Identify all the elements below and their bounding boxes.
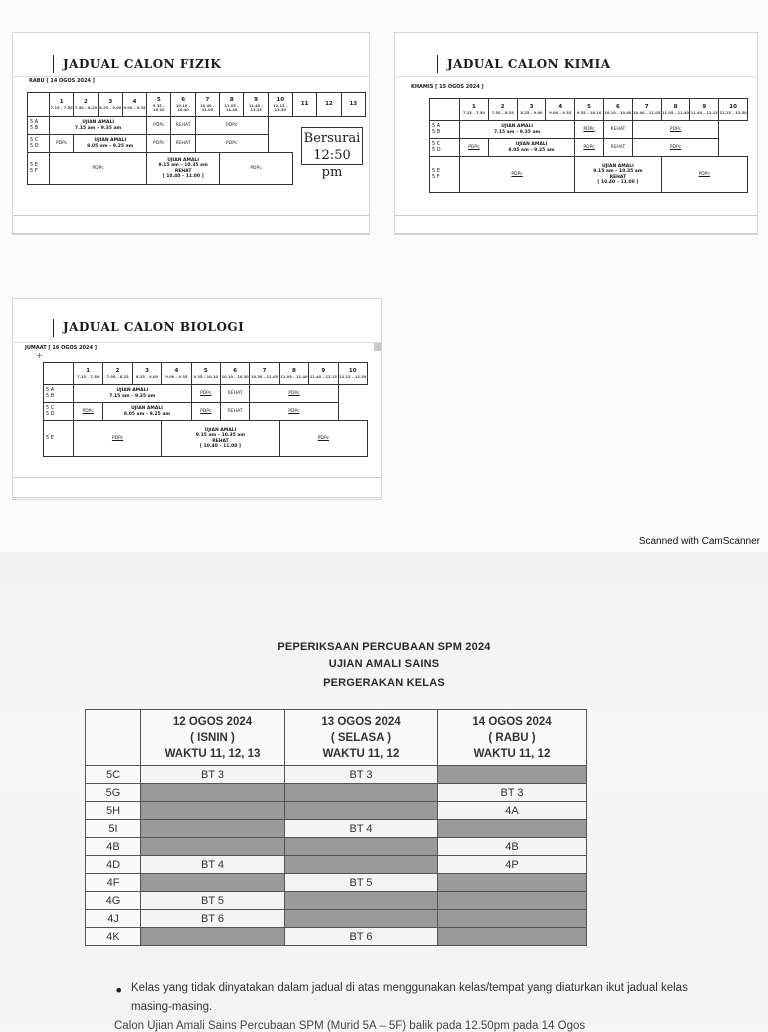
pdpc-slot: PDPc — [147, 135, 171, 153]
period-header: 3 8.25 – 9.00 — [98, 93, 122, 117]
exam-slot: UJIAN AMALI 8.05 am – 9.25 am — [103, 403, 191, 421]
room-cell — [141, 874, 285, 892]
class-movement-table — [85, 709, 587, 946]
divider — [13, 477, 381, 478]
scroll-marker — [374, 343, 381, 351]
exam-slot: UJIAN AMALI 9.15 am – 10.35 am REHAT [ 10.40 – 11.00 ] — [575, 157, 661, 193]
room-cell — [438, 910, 587, 928]
pdpc-slot: PDPc — [195, 135, 268, 153]
room-cell — [141, 820, 285, 838]
note-text-cut: Calon Ujian Amali Sains Percubaan SPM (Murid 5A – 5F) balik pada 12.50pm pada 14 Ogos — [114, 1020, 586, 1032]
room-cell — [438, 820, 587, 838]
divider — [395, 233, 757, 234]
class-cell: 4F — [86, 874, 141, 892]
pdpc-slot: PDPc — [661, 157, 747, 193]
title-marker — [437, 55, 438, 73]
room-cell — [438, 874, 587, 892]
exam-slot: UJIAN AMALI 7.15 am – 9.35 am — [460, 121, 575, 139]
class-cell: 4J — [86, 910, 141, 928]
table-row — [86, 802, 587, 820]
period-header: 7 10.40 – 11.05 — [632, 99, 661, 121]
room-cell — [141, 784, 285, 802]
room-cell: 4B — [438, 838, 587, 856]
period-header: 10 12.15 – 12.50 — [268, 93, 292, 117]
pdpc-slot: PDPc — [50, 153, 147, 185]
room-cell: 4P — [438, 856, 587, 874]
pdpc-slot: PDPc — [50, 135, 74, 153]
table-row — [86, 928, 587, 946]
class-cell: 5G — [86, 784, 141, 802]
bullet-icon: • — [114, 981, 124, 1000]
period-header: 8 11.05 – 11.40 — [279, 363, 308, 385]
period-header: 9 11.40 – 12.15 — [309, 363, 338, 385]
room-cell — [141, 838, 285, 856]
kimia-title: JADUAL CALON KIMIA — [447, 57, 611, 71]
exam-slot: UJIAN AMALI 9.15 am – 10.35 am REHAT [ 10.40 – 11.00 ] — [147, 153, 220, 185]
period-header: 9 11.40 – 12.15 — [690, 99, 719, 121]
room-cell — [438, 892, 587, 910]
movement-page — [0, 552, 768, 1032]
period-header: 1 7.15 – 7.50 — [50, 93, 74, 117]
exam-slot: UJIAN AMALI 7.15 am – 9.35 am — [50, 117, 147, 135]
divider — [13, 215, 369, 216]
fizik-day: RABU [ 14 OGOS 2024 ] — [29, 78, 95, 84]
room-cell — [141, 802, 285, 820]
corner-cell — [44, 363, 74, 385]
period-header: 7 10.30 – 11.05 — [250, 363, 279, 385]
period-header: 6 10.10 – 10.40 — [603, 99, 632, 121]
period-header: 5 9.35 – 10.10 — [147, 93, 171, 117]
room-cell: BT 4 — [141, 856, 285, 874]
exam-slot: UJIAN AMALI 8.05 am – 9.25 am — [488, 139, 574, 157]
pdpc-slot: PDPc — [74, 403, 103, 421]
class-cell: 5C — [86, 766, 141, 784]
period-header: 2 7.50 – 8.25 — [488, 99, 517, 121]
period-header: 10 12.15 – 12.50 — [719, 99, 748, 121]
pdpc-slot: PDPc — [460, 139, 489, 157]
rehat-slot: REHAT — [603, 121, 632, 139]
period-header: 5 9.35 – 10.10 — [191, 363, 220, 385]
period-header: 4 9.00 – 9.35 — [546, 99, 575, 121]
period-header: 13 — [341, 93, 365, 117]
kimia-day: KHAMIS [ 15 OGOS 2024 ] — [411, 84, 484, 90]
bersurai-note: Bersurai 12:50 pm — [301, 127, 363, 165]
exam-slot: UJIAN AMALI 9.15 am – 10.35 am REHAT [ 10.40 – 11.00 ] — [162, 421, 280, 457]
room-cell — [285, 784, 438, 802]
class-label: 5 A 5 B — [44, 385, 74, 403]
room-cell — [141, 928, 285, 946]
class-cell: 4G — [86, 892, 141, 910]
period-header: 3 8.25 – 9.00 — [132, 363, 161, 385]
date-header: 14 OGOS 2024 ( RABU ) WAKTU 11, 12 — [438, 710, 587, 766]
rehat-slot: REHAT — [603, 139, 632, 157]
pdpc-slot: PDPc — [147, 117, 171, 135]
pdpc-slot: PDPc — [460, 157, 575, 193]
period-header: 10 12.15 – 12.50 — [338, 363, 367, 385]
class-label: 5 E — [44, 421, 74, 457]
pdpc-slot: PDPc — [191, 403, 220, 421]
room-cell — [438, 766, 587, 784]
room-cell: BT 6 — [141, 910, 285, 928]
table-row — [86, 874, 587, 892]
date-header: 12 OGOS 2024 ( ISNIN ) WAKTU 11, 12, 13 — [141, 710, 285, 766]
table-row — [86, 856, 587, 874]
class-cell: 4K — [86, 928, 141, 946]
period-header: 8 11.05 – 11.40 — [661, 99, 690, 121]
period-header: 3 8.25 – 9.00 — [517, 99, 546, 121]
exam-subtitle: UJIAN AMALI SAINS — [328, 658, 440, 670]
room-cell — [285, 838, 438, 856]
period-header: 2 7.50 – 8.25 — [103, 363, 132, 385]
room-cell: 4A — [438, 802, 587, 820]
fizik-title: JADUAL CALON FIZIK — [63, 57, 222, 71]
room-cell — [285, 856, 438, 874]
divider — [13, 497, 381, 498]
exam-slot: UJIAN AMALI 8.05 am – 9.25 am — [74, 135, 147, 153]
class-label: 5 A 5 B — [28, 117, 50, 135]
pdpc-slot: PDPc — [279, 421, 367, 457]
room-cell — [285, 892, 438, 910]
room-cell: BT 5 — [141, 892, 285, 910]
kimia-timetable — [429, 98, 748, 193]
table-row — [86, 784, 587, 802]
room-cell: BT 4 — [285, 820, 438, 838]
period-header: 2 7.50 – 8.25 — [74, 93, 98, 117]
room-cell — [285, 910, 438, 928]
class-cell: 5H — [86, 802, 141, 820]
rehat-slot: REHAT — [171, 135, 195, 153]
movement-title: PERGERAKAN KELAS — [323, 677, 445, 689]
period-header: 4 9.00 – 9.35 — [122, 93, 146, 117]
biologi-timetable — [43, 362, 368, 457]
pdpc-slot: PDPc — [195, 117, 268, 135]
class-cell: 4B — [86, 838, 141, 856]
table-row — [86, 766, 587, 784]
date-header: 13 OGOS 2024 ( SELASA ) WAKTU 11, 12 — [285, 710, 438, 766]
table-row — [86, 820, 587, 838]
biologi-title: JADUAL CALON BIOLOGI — [63, 320, 245, 334]
table-row — [86, 892, 587, 910]
exam-title: PEPERIKSAAN PERCUBAAN SPM 2024 — [277, 641, 491, 653]
room-cell: BT 6 — [285, 928, 438, 946]
class-label: 5 A 5 B — [430, 121, 460, 139]
corner-cell — [430, 99, 460, 121]
period-header: 6 10.10 – 10.40 — [171, 93, 195, 117]
period-header: 4 9.00 – 9.35 — [162, 363, 191, 385]
period-header: 12 — [317, 93, 341, 117]
room-cell: BT 5 — [285, 874, 438, 892]
pdpc-slot: PDPc — [575, 139, 604, 157]
divider — [395, 215, 757, 216]
period-header: 7 10.40 – 11.05 — [195, 93, 219, 117]
class-cell: 5I — [86, 820, 141, 838]
rehat-slot: REHAT — [220, 385, 249, 403]
pdpc-slot: PDPc — [632, 139, 718, 157]
period-header: 1 7.15 – 7.50 — [460, 99, 489, 121]
pdpc-slot: PDPc — [250, 403, 338, 421]
title-marker — [53, 55, 54, 73]
exam-slot: UJIAN AMALI 7.15 am – 9.35 am — [74, 385, 192, 403]
pdpc-slot: PDPc — [632, 121, 718, 139]
rehat-slot: REHAT — [171, 117, 195, 135]
period-header: 8 11.05 – 11.40 — [220, 93, 244, 117]
title-marker — [53, 319, 54, 337]
period-header: 9 11.40 – 12.15 — [244, 93, 268, 117]
divider — [13, 233, 369, 234]
pdpc-slot: PDPc — [250, 385, 338, 403]
room-cell: BT 3 — [438, 784, 587, 802]
room-cell — [438, 928, 587, 946]
corner-cell — [28, 93, 50, 117]
class-label: 5 C 5 D — [430, 139, 460, 157]
pdpc-slot: PDPc — [74, 421, 162, 457]
class-label: 5 E 5 F — [430, 157, 460, 193]
table-row — [86, 838, 587, 856]
table-row — [86, 910, 587, 928]
class-cell: 4D — [86, 856, 141, 874]
period-header: 5 9.35 – 10.10 — [575, 99, 604, 121]
period-header: 1 7.15 – 7.50 — [74, 363, 103, 385]
note-text: Kelas yang tidak dinyatakan dalam jadual di atas menggunakan kelas/tempat yang diaturkan ikut jadual kelas masing-masing. — [131, 982, 688, 1013]
rehat-slot: REHAT — [220, 403, 249, 421]
pdpc-slot: PDPc — [191, 385, 220, 403]
room-cell — [285, 802, 438, 820]
pdpc-slot: PDPc — [575, 121, 604, 139]
camscanner-watermark: Scanned with CamScanner — [638, 536, 760, 547]
period-header: 11 — [292, 93, 316, 117]
pdpc-slot: PDPc — [220, 153, 293, 185]
period-header: 6 10.10 – 10.30 — [220, 363, 249, 385]
class-label: 5 C 5 D — [28, 135, 50, 153]
class-label: 5 C 5 D — [44, 403, 74, 421]
corner-cell — [86, 710, 141, 766]
room-cell: BT 3 — [141, 766, 285, 784]
plus-icon: + — [36, 351, 43, 360]
biologi-day: JUMAAT [ 16 OGOS 2024 ] — [25, 345, 98, 351]
room-cell: BT 3 — [285, 766, 438, 784]
class-label: 5 E 5 F — [28, 153, 50, 185]
